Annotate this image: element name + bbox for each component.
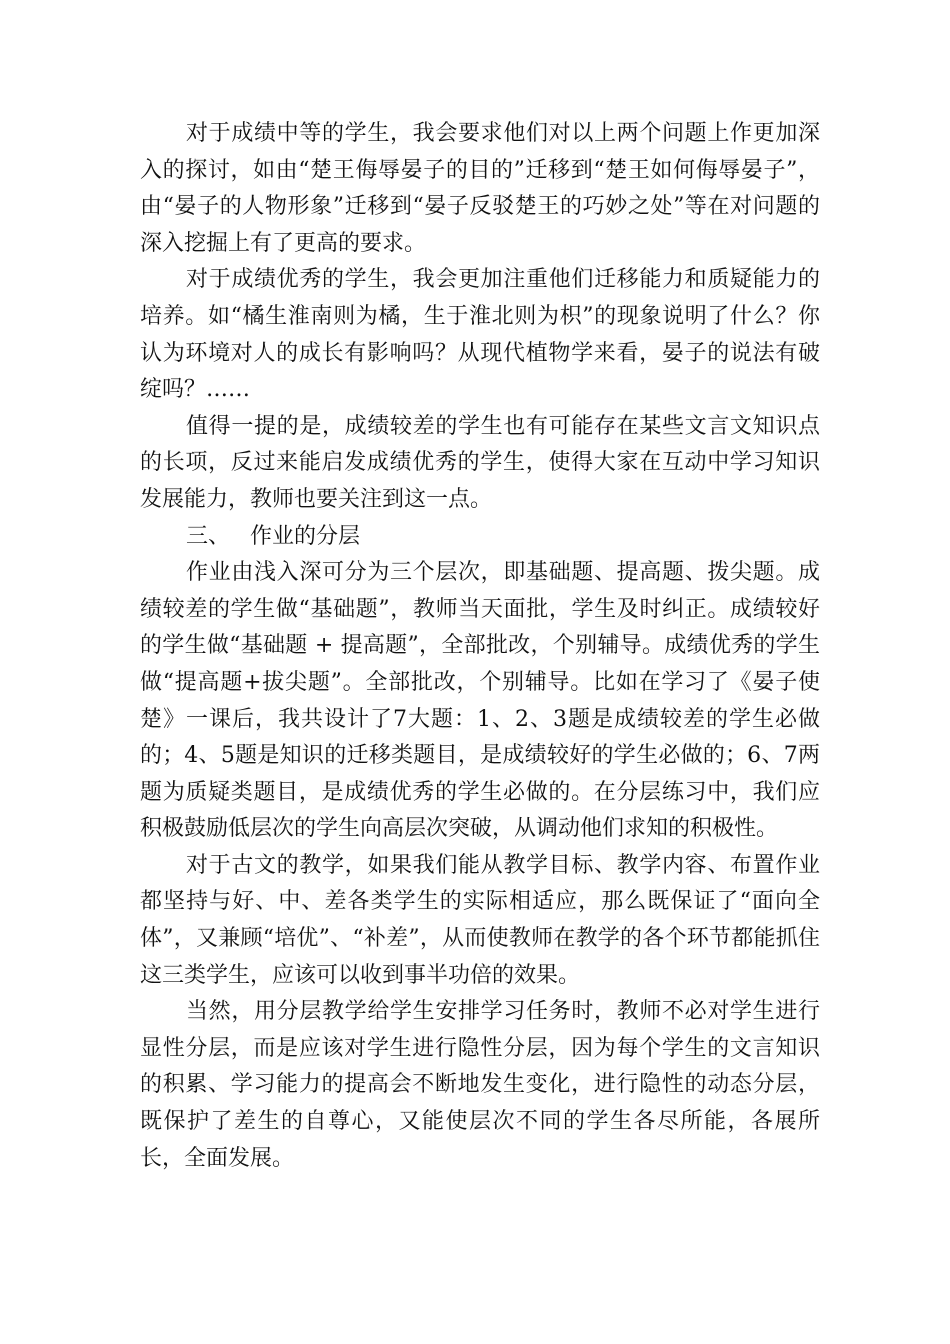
section-number: 三、: [186, 523, 231, 549]
paragraph-classical-teaching: 对于古文的教学，如果我们能从教学目标、教学内容、布置作业都坚持与好、中、差各类学生的实际相适应，那么既保证了“面向全体”，又兼顾“培优”、“补差”，从而使教师在教学的各个环节都能抓住这三类学生，应该可以收到事半功倍的效果。: [140, 852, 820, 988]
section-title: 作业的分层: [250, 523, 361, 549]
paragraph-hidden-layering: 当然，用分层教学给学生安排学习任务时，教师不必对学生进行显性分层，而是应该对学生进行隐性分层，因为每个学生的文言知识的积累、学习能力的提高会不断地发生变化，进行隐性的动态分层，既保护了差生的自尊心，又能使层次不同的学生各尽所能，各展所长，全面发展。: [140, 999, 820, 1171]
paragraph-homework-levels: 作业由浅入深可分为三个层次，即基础题、提高题、拨尖题。成绩较差的学生做“基础题”，教师当天面批，学生及时纠正。成绩较好的学生做“基础题 + 提高题”，全部批改，个别辅导。成绩优秀的学生做“提高题+拔尖题”。全部批改，个别辅导。比如在学习了《晏子使楚》一课后，我共设计了7大题：1、2、3题是成绩较差的学生必做的；4、5题是知识的迁移类题目，是成绩较好的学生必做的；6、7两题为质疑类题目，是成绩优秀的学生必做的。在分层练习中，我们应积极鼓励低层次的学生向高层次突破，从调动他们求知的积极性。: [140, 560, 820, 842]
paragraph-excellent-students: 对于成绩优秀的学生，我会更加注重他们迁移能力和质疑能力的培养。如“橘生淮南则为橘，生于淮北则为枳”的现象说明了什么？你认为环境对人的成长有影响吗？从现代植物学来看，晏子的说法有破绽吗？……: [140, 267, 820, 403]
document-body: [140, 116, 820, 1177]
paragraph-weak-students-strengths: 值得一提的是，成绩较差的学生也有可能存在某些文言文知识点的长项，反过来能启发成绩优秀的学生，使得大家在互动中学习知识发展能力，教师也要关注到这一点。: [140, 413, 820, 512]
paragraph-medium-students: 对于成绩中等的学生，我会要求他们对以上两个问题上作更加深入的探讨，如由“楚王侮辱晏子的目的”迁移到“楚王如何侮辱晏子”，由“晏子的人物形象”迁移到“晏子反驳楚王的巧妙之处”等在对问题的深入挖掘上有了更高的要求。: [140, 121, 820, 256]
section-heading: [140, 519, 820, 556]
